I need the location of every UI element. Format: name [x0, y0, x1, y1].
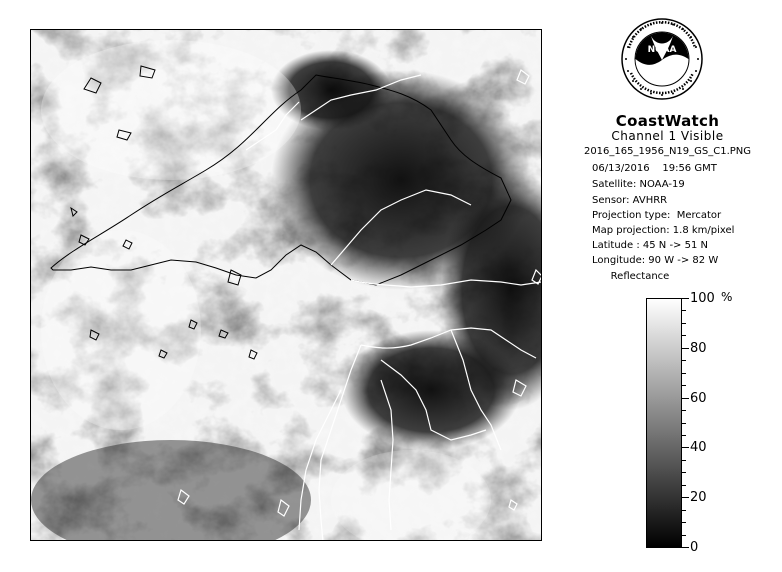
- file-name: 2016_165_1956_N19_GS_C1.PNG: [583, 146, 752, 157]
- colorbar-minor-tick: [682, 360, 686, 361]
- cloud-imagery: [31, 30, 542, 541]
- colorbar-minor-tick: [682, 522, 686, 523]
- colorbar-tick-label: 60: [690, 391, 707, 406]
- colorbar-minor-tick: [682, 435, 686, 436]
- colorbar-tick-label: 40: [690, 440, 707, 455]
- projection-type: Projection type: Mercator: [592, 210, 722, 221]
- colorbar-minor-tick: [682, 410, 686, 411]
- colorbar-tick: [682, 348, 689, 349]
- sensor-info: Sensor: AVHRR: [592, 195, 668, 206]
- colorbar-minor-tick: [682, 485, 686, 486]
- colorbar-tick: [682, 447, 689, 448]
- colorbar-minor-tick: [682, 310, 686, 311]
- noaa-logo-icon: [621, 18, 703, 100]
- colorbar-tick-label: 0: [690, 540, 699, 555]
- colorbar-minor-tick: [682, 460, 686, 461]
- noaa-logo: [621, 18, 703, 100]
- colorbar-tick: [682, 497, 689, 498]
- colorbar-minor-tick: [682, 323, 686, 324]
- colorbar-minor-tick: [682, 535, 686, 536]
- colorbar-minor-tick: [682, 373, 686, 374]
- colorbar-minor-tick: [682, 335, 686, 336]
- colorbar-tick-label: 100: [690, 291, 715, 306]
- colorbar-tick-label: 80: [690, 341, 707, 356]
- colorbar-tick: [682, 298, 689, 299]
- logo-center-text: NOAA: [647, 45, 677, 55]
- longitude-range: Longitude: 90 W -> 82 W: [592, 255, 719, 266]
- reflectance-colorbar: [646, 298, 682, 548]
- legend-title: Reflectance: [610, 271, 670, 282]
- map-projection: Map projection: 1.8 km/pixel: [592, 225, 735, 236]
- latitude-range: Latitude : 45 N -> 51 N: [592, 240, 708, 251]
- colorbar-minor-tick: [682, 510, 686, 511]
- date-time: 06/13/2016 19:56 GMT: [592, 163, 717, 174]
- colorbar-minor-tick: [682, 385, 686, 386]
- channel-subtitle: Channel 1 Visible: [611, 129, 724, 143]
- satellite-image: [30, 29, 542, 541]
- colorbar-tick: [682, 547, 689, 548]
- colorbar-minor-tick: [682, 423, 686, 424]
- colorbar-minor-tick: [682, 472, 686, 473]
- legend-unit: %: [721, 290, 733, 304]
- colorbar-tick: [682, 398, 689, 399]
- colorbar-tick-label: 20: [690, 490, 707, 505]
- app-title: CoastWatch: [615, 112, 720, 130]
- satellite-info: Satellite: NOAA-19: [592, 179, 685, 190]
